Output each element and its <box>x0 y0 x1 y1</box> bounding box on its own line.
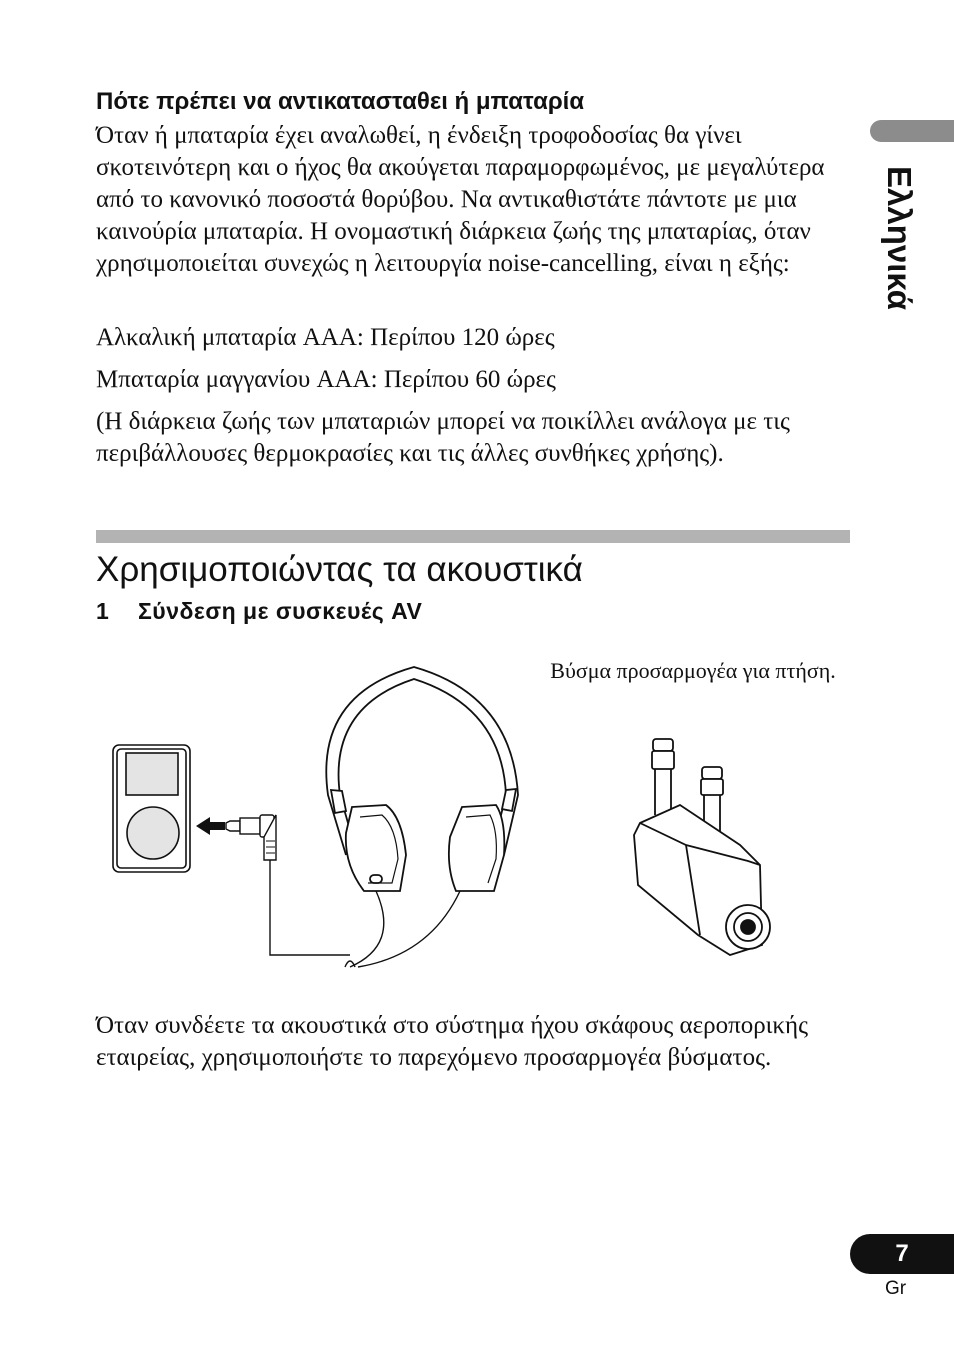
step-heading <box>96 598 422 625</box>
side-language-label: Ελληνικά <box>881 166 918 310</box>
alkaline-battery-line: Αλκαλική μπαταρία AAA: Περίπου 120 ώρες <box>96 324 555 351</box>
plug-direction-arrow-icon <box>196 817 225 835</box>
connection-illustration <box>100 655 800 985</box>
step-number: 1 <box>96 598 110 624</box>
section-title: Χρησιμοποιώντας τα ακουστικά <box>96 550 583 589</box>
flight-adapter-paragraph: Όταν συνδέετε τα ακουστικά στο σύστημα ήχου σκάφους αεροπορικής εταιρείας, χρησιμοποιήστε το παρεχόμενο προσαρμογέα βύσματος. <box>96 1012 808 1071</box>
side-tab-bar <box>870 120 954 142</box>
adapter-caption: Βύσμα προσαρμογέα για πτήση. <box>550 658 836 683</box>
section-divider <box>96 530 850 543</box>
manganese-battery-line: Μπαταρία μαγγανίου AAA: Περίπου 60 ώρες <box>96 366 556 393</box>
page-language-code: Gr <box>885 1278 907 1299</box>
headphone-plug-icon <box>226 815 355 967</box>
flight-adapter-plug-icon <box>634 739 770 955</box>
battery-note: (Η διάρκεια ζωής των μπαταριών μπορεί να ποικίλλει ανάλογα με τις περιβάλλουσες θερμοκρασίες και τις άλλες συνθήκες χρήσης). <box>96 408 790 467</box>
battery-paragraph: Όταν ή μπαταρία έχει αναλωθεί, η ένδειξη τροφοδοσίας θα γίνει σκοτεινότερη και ο ήχος θα ακούγεται παραμορφωμένος, με μεγαλύτερα από το κανονικό ποσοστά θορύβου. Να αντικαθιστάτε πάντοτε με μια καινούρία μπαταρία. Η ονομαστική διάρκεια ζωής της μπαταρίας, όταν χρησιμοποιείται συνεχώς η λειτουργία noise-cancelling, είναι η εξής: <box>96 122 825 277</box>
battery-heading: Πότε πρέπει να αντικατασταθει ή μπαταρία <box>96 88 585 115</box>
step-title: Σύνδεση με συσκευές AV <box>138 598 423 624</box>
portable-audio-player-icon <box>113 745 190 872</box>
page-number-badge: 7 <box>850 1234 954 1274</box>
headphones-icon <box>326 667 518 967</box>
